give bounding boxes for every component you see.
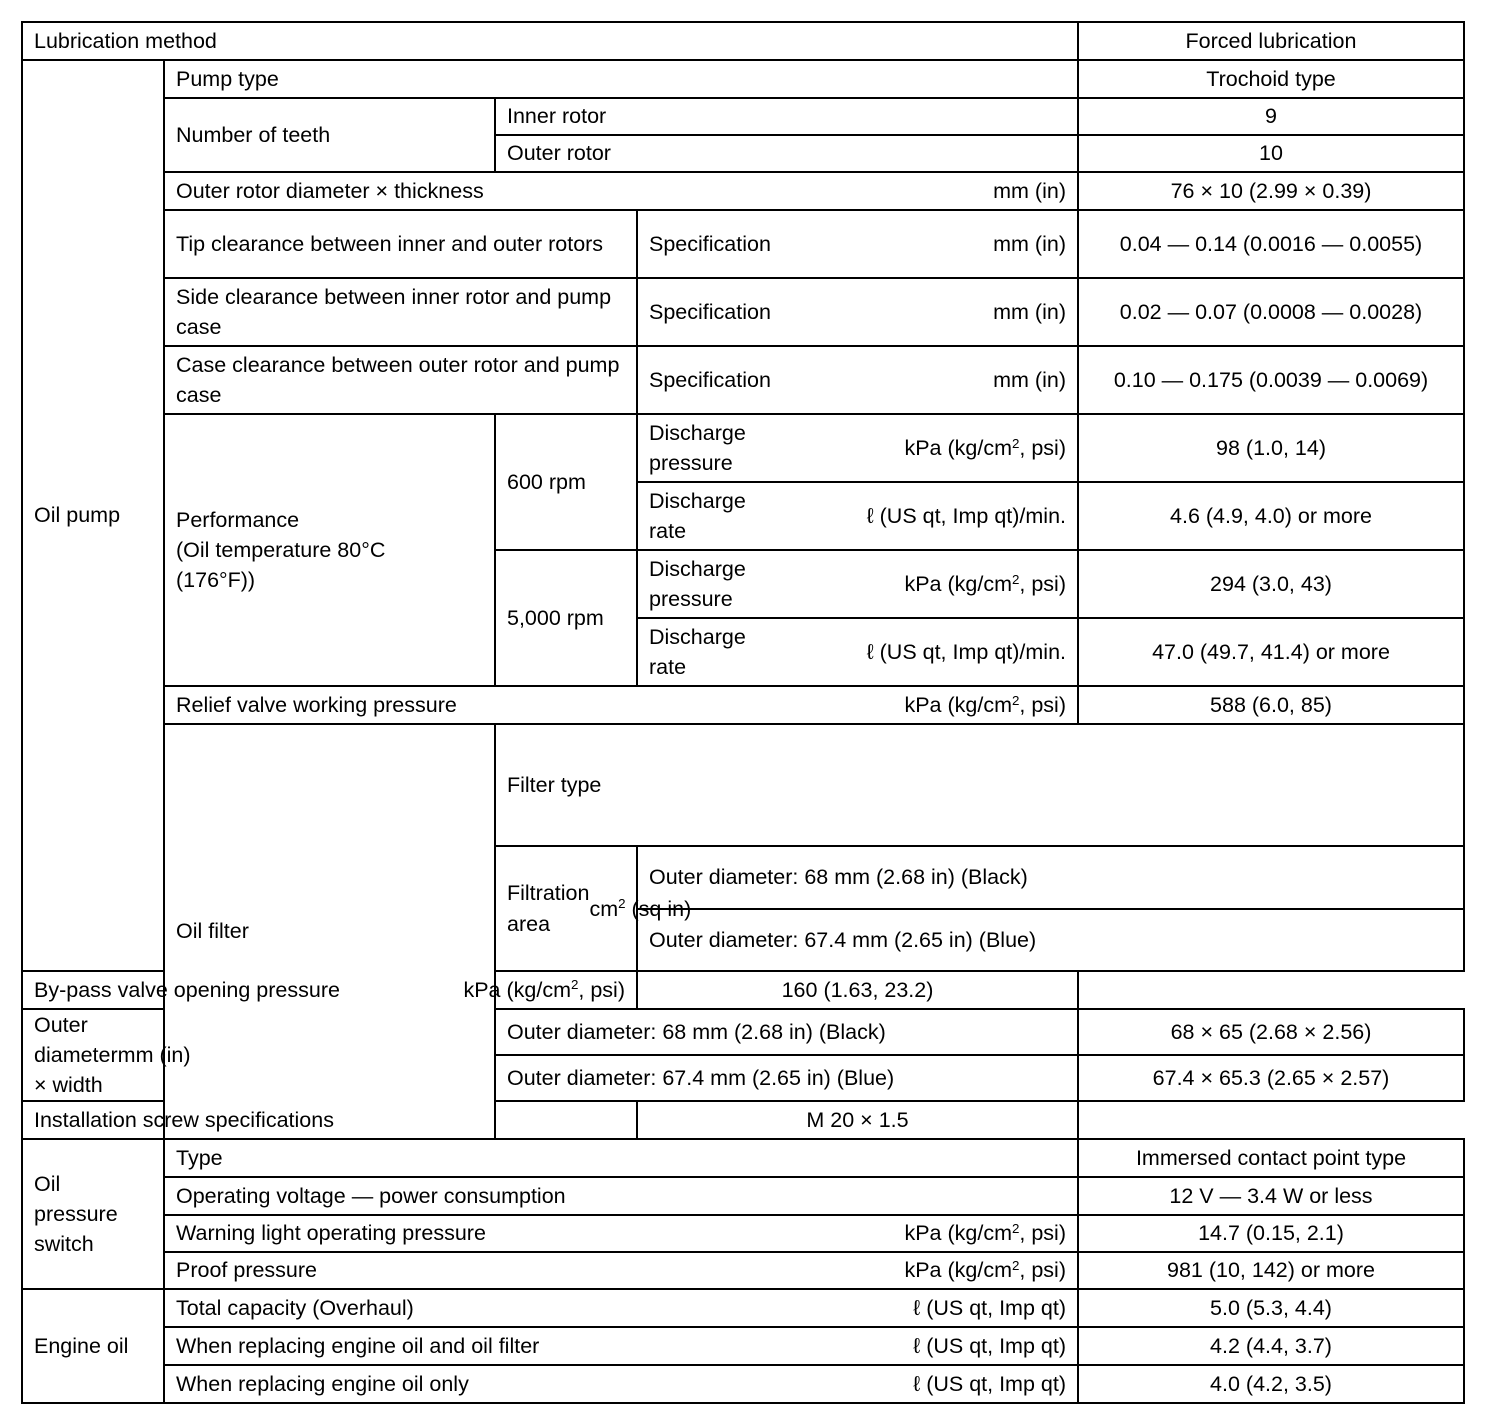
proof-pressure-cell xyxy=(164,1252,1078,1289)
filter-type-label: Filter type xyxy=(495,724,1464,846)
discharge-pressure-label-line1: Discharge xyxy=(649,420,746,445)
inner-rotor-label: Inner rotor xyxy=(495,98,1078,135)
table-row xyxy=(22,1101,1464,1139)
outer-rotor-dimension-value: 76 × 10 (2.99 × 0.39) xyxy=(1078,172,1464,210)
discharge-rate-5000-cell xyxy=(637,618,1078,686)
performance-label-line1: Performance xyxy=(176,507,300,532)
pressure-unit: kPa ($kg/cm^2$, psi) xyxy=(463,977,625,1002)
tip-clearance-spec-label: Specification xyxy=(649,231,771,256)
table-row xyxy=(22,1289,1464,1327)
switch-type-label: Type xyxy=(164,1139,1078,1177)
performance-label-line2: (Oil temperature 80°C xyxy=(176,537,386,562)
filter-dimension-label-line2: × width xyxy=(34,1072,103,1097)
oil-pressure-switch-line1: Oil xyxy=(34,1171,61,1196)
proof-pressure-label: Proof pressure xyxy=(176,1258,318,1283)
table-row xyxy=(22,278,1464,346)
discharge-pressure-600-cell xyxy=(637,414,1078,482)
warning-light-cell xyxy=(164,1215,1078,1252)
warning-light-value: 14.7 (0.15, 2.1) xyxy=(1078,1215,1464,1252)
tip-clearance-value: 0.04 — 0.14 (0.0016 — 0.0055) xyxy=(1078,210,1464,278)
dimension-blue-value: 67.4 × 65.3 (2.65 × 2.57) xyxy=(1078,1055,1464,1101)
performance-label-line3: (176°F)) xyxy=(176,568,256,593)
filtration-area-unit: $cm^2$ (sq in) xyxy=(589,896,692,921)
oil-pressure-switch-line3: switch xyxy=(34,1232,94,1257)
oil-pump-group-label: Oil pump xyxy=(22,60,164,971)
discharge-pressure-label-line1: Discharge xyxy=(649,556,746,581)
discharge-rate-label-line2: rate xyxy=(649,655,687,679)
table-row xyxy=(22,98,1464,135)
discharge-pressure-600-value: 98 (1.0, 14) xyxy=(1078,414,1464,482)
capacity-unit: ℓ (US qt, Imp qt) xyxy=(913,1333,1066,1358)
dimension-black-value: 68 × 65 (2.68 × 2.56) xyxy=(1078,1009,1464,1055)
filtration-area-label: Filtration area xyxy=(507,881,590,936)
table-row xyxy=(22,724,1464,846)
installation-screw-label: Installation screw specifications xyxy=(22,1101,637,1139)
warning-light-label: Warning light operating pressure xyxy=(176,1221,486,1246)
side-clearance-label: Side clearance between inner rotor and pump case xyxy=(164,278,637,346)
capacity-unit: ℓ (US qt, Imp qt) xyxy=(913,1295,1066,1320)
operating-voltage-value: 12 V — 3.4 W or less xyxy=(1078,1177,1464,1215)
filter-dimension-label xyxy=(34,1010,118,1100)
bypass-valve-cell xyxy=(22,971,637,1009)
oil-and-filter-cell xyxy=(164,1327,1078,1365)
case-clearance-unit: mm (in) xyxy=(993,367,1066,392)
total-capacity-value: 5.0 (5.3, 4.4) xyxy=(1078,1289,1464,1327)
table-row xyxy=(22,60,1464,98)
oil-and-filter-label: When replacing engine oil and oil filter xyxy=(176,1333,540,1358)
dimension-blue-label: Outer diameter: 67.4 mm (2.65 in) (Blue) xyxy=(495,1055,1078,1101)
table-row xyxy=(22,1215,1464,1252)
oil-and-filter-value: 4.2 (4.4, 3.7) xyxy=(1078,1327,1464,1365)
filter-dimension-unit: mm (in) xyxy=(117,1042,191,1067)
discharge-pressure-label xyxy=(649,554,746,614)
discharge-pressure-5000-cell xyxy=(637,550,1078,618)
proof-pressure-value: 981 (10, 142) or more xyxy=(1078,1252,1464,1289)
rate-unit: ℓ (US qt, Imp qt)/min. xyxy=(866,639,1066,664)
dimension-black-label: Outer diameter: 68 mm (2.68 in) (Black) xyxy=(495,1009,1078,1055)
discharge-rate-label xyxy=(649,486,746,546)
tip-clearance-unit: mm (in) xyxy=(993,231,1066,256)
discharge-rate-5000-value: 47.0 (49.7, 41.4) or more xyxy=(1078,618,1464,686)
number-of-teeth-label: Number of teeth xyxy=(164,98,495,172)
relief-valve-value: 588 (6.0, 85) xyxy=(1078,686,1464,724)
case-clearance-spec-cell xyxy=(637,346,1078,414)
rpm-600-label: 600 rpm xyxy=(495,414,637,550)
discharge-rate-label-line1: Discharge xyxy=(649,488,746,513)
side-clearance-spec-cell xyxy=(637,278,1078,346)
table-row xyxy=(22,346,1464,414)
discharge-rate-600-cell xyxy=(637,482,1078,550)
table-row xyxy=(22,414,1464,482)
total-capacity-cell xyxy=(164,1289,1078,1327)
filtration-blue-label: Outer diameter: 67.4 mm (2.65 in) (Blue) xyxy=(637,909,1464,971)
operating-voltage-label: Operating voltage — power consumption xyxy=(164,1177,1078,1215)
pressure-unit: kPa ($kg/cm^2$, psi) xyxy=(904,692,1066,717)
pressure-unit: kPa ($kg/cm^2$, psi) xyxy=(904,1221,1066,1246)
discharge-rate-label-line1: Discharge xyxy=(649,624,746,649)
discharge-rate-label xyxy=(649,622,746,682)
tip-clearance-spec-cell xyxy=(637,210,1078,278)
rpm-5000-label: 5,000 rpm xyxy=(495,550,637,686)
outer-rotor-label: Outer rotor xyxy=(495,135,1078,172)
oil-pressure-switch-group-label xyxy=(22,1139,164,1289)
table-row xyxy=(22,1252,1464,1289)
pressure-unit: kPa ($kg/cm^2$, psi) xyxy=(904,1258,1066,1283)
side-clearance-value: 0.02 — 0.07 (0.0008 — 0.0028) xyxy=(1078,278,1464,346)
side-clearance-unit: mm (in) xyxy=(993,299,1066,324)
oil-only-value: 4.0 (4.2, 3.5) xyxy=(1078,1365,1464,1403)
installation-screw-value: M 20 × 1.5 xyxy=(637,1101,1078,1139)
filter-dimension-cell xyxy=(22,1009,191,1101)
table-row xyxy=(22,210,1464,278)
outer-rotor-value: 10 xyxy=(1078,135,1464,172)
table-row xyxy=(22,686,1464,724)
pressure-unit: kPa ($kg/cm^2$, psi) xyxy=(904,571,1066,596)
side-clearance-spec-label: Specification xyxy=(649,299,771,324)
bypass-valve-value: 160 (1.63, 23.2) xyxy=(637,971,1078,1009)
oil-only-label: When replacing engine oil only xyxy=(176,1371,469,1396)
oil-pressure-switch-line2: pressure xyxy=(34,1201,118,1226)
outer-rotor-dimension-cell xyxy=(164,172,1078,210)
tip-clearance-label: Tip clearance between inner and outer rotors xyxy=(164,210,637,278)
discharge-pressure-label-line2: pressure xyxy=(649,587,733,611)
capacity-unit: ℓ (US qt, Imp qt) xyxy=(913,1371,1066,1396)
table-row xyxy=(22,22,1464,60)
table-row xyxy=(22,971,1464,1009)
bypass-valve-label: By-pass valve opening pressure xyxy=(34,977,340,1002)
filtration-black-label: Outer diameter: 68 mm (2.68 in) (Black) xyxy=(637,846,1464,908)
outer-rotor-dimension-label: Outer rotor diameter × thickness xyxy=(176,178,484,203)
case-clearance-value: 0.10 — 0.175 (0.0039 — 0.0069) xyxy=(1078,346,1464,414)
table-row xyxy=(22,1139,1464,1177)
relief-valve-label: Relief valve working pressure xyxy=(176,692,457,717)
table-row xyxy=(22,1327,1464,1365)
switch-type-value: Immersed contact point type xyxy=(1078,1139,1464,1177)
relief-valve-cell xyxy=(164,686,1078,724)
performance-label xyxy=(164,414,495,686)
engine-oil-group-label: Engine oil xyxy=(22,1289,164,1403)
lubrication-method-label: Lubrication method xyxy=(22,22,1078,60)
discharge-rate-label-line2: rate xyxy=(649,519,687,543)
discharge-pressure-label xyxy=(649,418,746,478)
pump-type-label: Pump type xyxy=(164,60,1078,98)
table-row xyxy=(22,1177,1464,1215)
discharge-pressure-5000-value: 294 (3.0, 43) xyxy=(1078,550,1464,618)
lubrication-spec-table xyxy=(21,21,1465,1404)
pressure-unit: kPa ($kg/cm^2$, psi) xyxy=(904,435,1066,460)
case-clearance-spec-label: Specification xyxy=(649,367,771,392)
filtration-area-cell xyxy=(495,846,692,970)
rate-unit: ℓ (US qt, Imp qt)/min. xyxy=(866,503,1066,528)
pump-type-value: Trochoid type xyxy=(1078,60,1464,98)
oil-filter-group-label: Oil filter xyxy=(164,724,495,1139)
inner-rotor-value: 9 xyxy=(1078,98,1464,135)
filter-dimension-label-line1: Outer diameter xyxy=(34,1012,118,1067)
table-row xyxy=(22,1365,1464,1403)
oil-only-cell xyxy=(164,1365,1078,1403)
case-clearance-label: Case clearance between outer rotor and pump case xyxy=(164,346,637,414)
total-capacity-label: Total capacity (Overhaul) xyxy=(176,1295,414,1320)
lubrication-method-value: Forced lubrication xyxy=(1078,22,1464,60)
outer-rotor-dimension-unit: mm (in) xyxy=(993,178,1066,203)
table-row xyxy=(22,172,1464,210)
discharge-pressure-label-line2: pressure xyxy=(649,451,733,475)
discharge-rate-600-value: 4.6 (4.9, 4.0) or more xyxy=(1078,482,1464,550)
